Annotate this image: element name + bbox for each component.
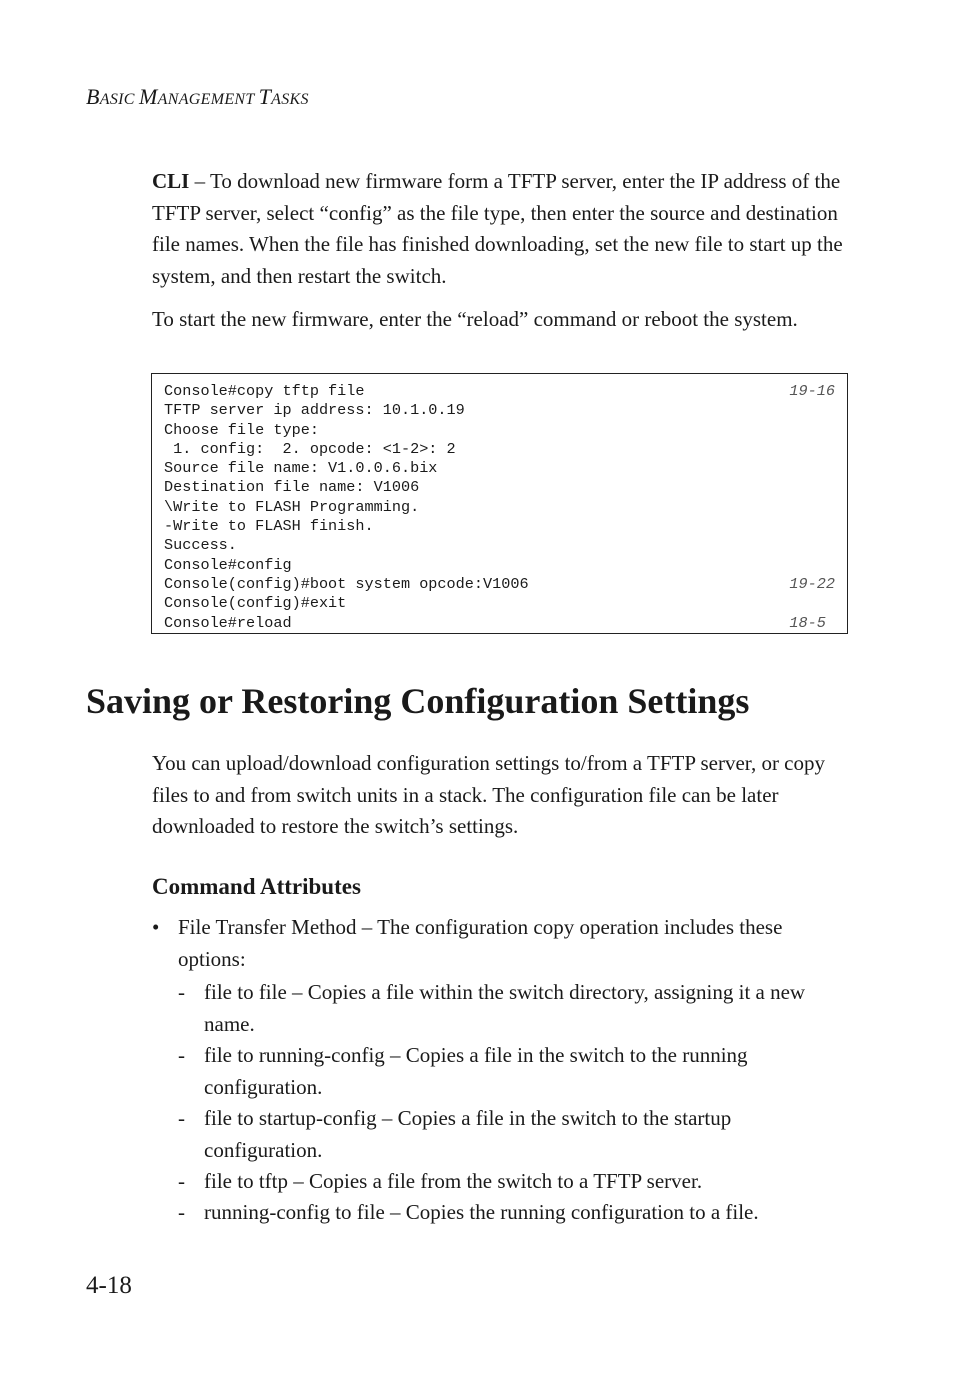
list-item: - file to startup-config – Copies a file in the switch to the startup configuration. bbox=[178, 1103, 848, 1166]
code-line: Console(config)#exit bbox=[164, 594, 347, 613]
list-item: - file to running-config – Copies a file in the switch to the running configuration. bbox=[178, 1040, 848, 1103]
section-paragraph: You can upload/download configuration settings to/from a TFTP server, or copy files to and from switch units in a stack. The configuration file can be later downloaded to restore the switch’s settings. bbox=[152, 751, 826, 838]
list-item bbox=[152, 912, 847, 975]
code-line: Console(config)#boot system opcode:V1006 19-22 bbox=[164, 574, 835, 593]
start-firmware-paragraph: To start the new firmware, enter the “reload” command or reboot the system. bbox=[152, 307, 798, 331]
code-line: Choose file type: bbox=[164, 420, 319, 439]
code-page-ref: 19-22 bbox=[789, 574, 835, 593]
code-line: \Write to FLASH Programming. bbox=[164, 497, 420, 516]
cli-paragraph bbox=[152, 166, 847, 292]
dash-marker: - bbox=[178, 1169, 185, 1193]
dash-marker: - bbox=[178, 1043, 185, 1067]
code-line: -Write to FLASH finish. bbox=[164, 517, 374, 536]
cli-code-block bbox=[151, 373, 848, 634]
code-line: Success. bbox=[164, 536, 237, 555]
dash-marker: - bbox=[178, 1106, 185, 1130]
dash-marker: - bbox=[178, 980, 185, 1004]
code-line: TFTP server ip address: 10.1.0.19 bbox=[164, 401, 465, 420]
code-line: Console#config bbox=[164, 555, 292, 574]
bullet-text: File Transfer Method – The configuration copy operation includes these options: bbox=[178, 915, 783, 971]
code-line: 1. config: 2. opcode: <1-2>: 2 bbox=[164, 439, 456, 458]
bullet-marker: • bbox=[152, 915, 160, 939]
section-title: Saving or Restoring Configuration Settings bbox=[86, 681, 750, 721]
code-page-ref: 18-5 bbox=[789, 613, 835, 632]
list-item: - file to file – Copies a file within the switch directory, assigning it a new name. bbox=[178, 977, 848, 1040]
cli-description: – To download new firmware form a TFTP server, enter the IP address of the TFTP server, select “config” as the file type, then enter the source and destination file names. When the file has finished downloading, set the new file to start up the system, and then restart the switch. bbox=[152, 169, 843, 288]
cli-label: CLI bbox=[152, 169, 190, 193]
code-page-ref: 19-16 bbox=[789, 382, 835, 400]
dash-marker: - bbox=[178, 1200, 185, 1224]
code-line: Source file name: V1.0.0.6.bix bbox=[164, 459, 438, 478]
command-attributes-heading: Command Attributes bbox=[152, 874, 361, 899]
code-line: Destination file name: V1006 bbox=[164, 478, 420, 497]
list-item: - running-config to file – Copies the running configuration to a file. bbox=[178, 1197, 848, 1229]
list-item: - file to tftp – Copies a file from the switch to a TFTP server. bbox=[178, 1166, 848, 1198]
running-header: BASIC MANAGEMENT TASKS bbox=[86, 84, 309, 109]
page-number: 4-18 bbox=[86, 1272, 132, 1299]
code-line: Console#copy tftp file 19-16 bbox=[164, 382, 835, 400]
code-line: Console#reload 18-5 bbox=[164, 613, 835, 632]
